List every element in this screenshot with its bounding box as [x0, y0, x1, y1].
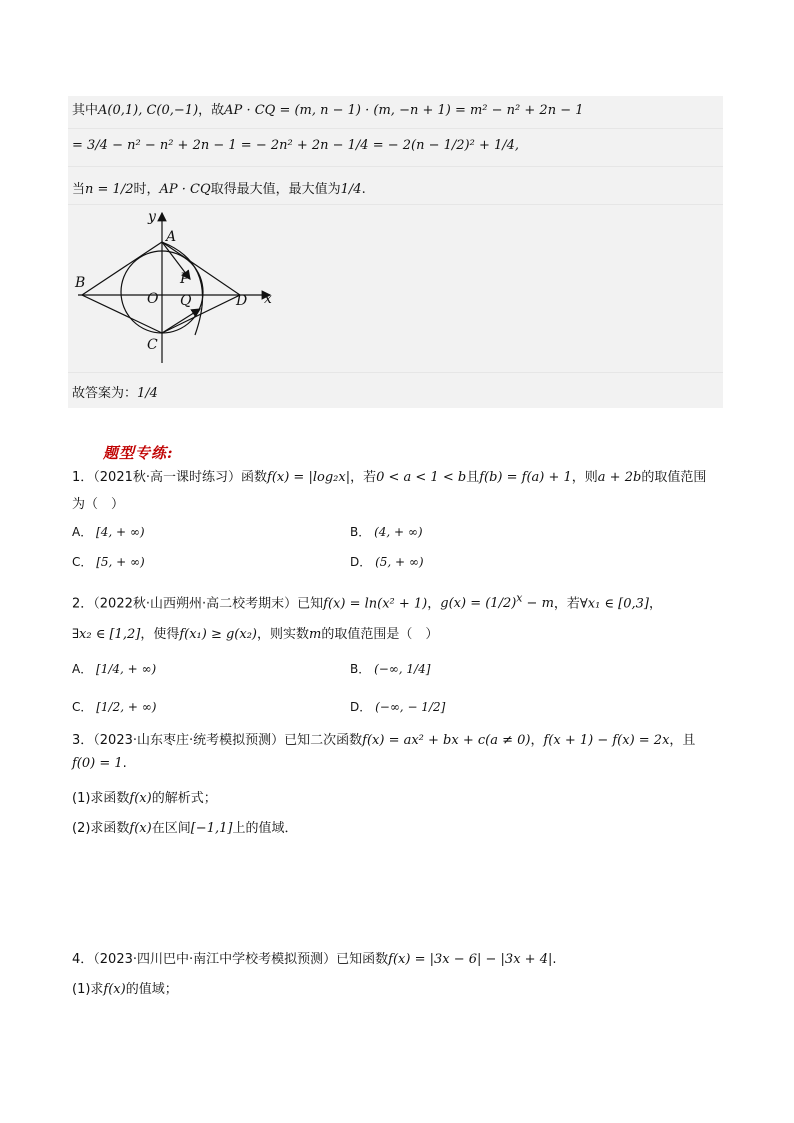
- math-condition: f(0) = 1: [72, 756, 123, 771]
- option-C[interactable]: [72, 553, 145, 570]
- func2-exponent: x: [516, 592, 523, 605]
- option-C[interactable]: [72, 698, 156, 715]
- option-label: C．: [72, 555, 93, 569]
- rhombus: [82, 242, 240, 333]
- text: (2)求函数: [72, 821, 130, 836]
- math-target: a + 2b: [597, 470, 642, 485]
- math-function: [440, 592, 554, 612]
- math-vector-product: AP · CQ: [159, 182, 211, 197]
- option-B[interactable]: [350, 660, 430, 677]
- text: ，使得: [140, 627, 180, 642]
- option-value: (−∞, 1/4]: [374, 662, 431, 676]
- option-label: D．: [350, 700, 372, 714]
- option-D[interactable]: [350, 698, 445, 715]
- text: ，且: [669, 733, 696, 748]
- label-C: C: [147, 337, 158, 353]
- option-value: (−∞, − 1/2]: [375, 700, 446, 714]
- option-value: [4, + ∞): [96, 525, 145, 539]
- label-x: x: [264, 291, 272, 307]
- text: (1)求函数: [72, 791, 130, 806]
- text: ，则: [571, 470, 598, 485]
- text: .: [552, 952, 557, 967]
- divider: [68, 372, 723, 373]
- math-function: f(x) = |log₂x|: [267, 470, 351, 485]
- math-condition: f(b) = f(a) + 1: [479, 470, 572, 485]
- math-condition: f(x + 1) − f(x) = 2x: [543, 733, 670, 748]
- text: 的值域；: [125, 982, 178, 997]
- geometry-figure: [70, 205, 285, 370]
- text: .: [361, 182, 366, 197]
- divider: [68, 128, 723, 129]
- text: .: [122, 756, 127, 771]
- text: ，故: [198, 103, 225, 118]
- math-interval: [−1,1]: [190, 821, 233, 836]
- math-function: f(x) = ln(x² + 1): [323, 596, 428, 612]
- math-expression: = 3/4 − n² − n² + 2n − 1 = − 2n² + 2n − 1/4 = − 2(n − 1/2)² + 1/4,: [72, 138, 520, 153]
- text: 取得最大值，最大值为: [210, 182, 341, 197]
- math-value: 1/4: [340, 182, 362, 197]
- math-variable: m: [309, 627, 322, 642]
- func2-tail: − m: [522, 596, 554, 612]
- question-1-line-2: 为（ ）: [72, 497, 125, 512]
- label-y: y: [148, 209, 156, 225]
- label-A: A: [166, 229, 177, 245]
- question-1-line-1: [72, 466, 706, 485]
- label-B: B: [75, 275, 86, 291]
- text: ，: [530, 733, 544, 748]
- option-label: A．: [72, 525, 93, 539]
- text: (1)求: [72, 982, 104, 997]
- text: 已知二次函数: [284, 733, 363, 748]
- text: 的取值范围是（ ）: [321, 627, 439, 642]
- option-value: (5, + ∞): [375, 555, 424, 569]
- math-function: f(x) = ax² + bx + c(a ≠ 0): [362, 733, 531, 748]
- text: ，若: [350, 470, 377, 485]
- question-2-line-2: [72, 623, 438, 642]
- question-source: （2023·四川巴中·南江中学校考模拟预测）: [93, 952, 337, 967]
- question-4-sub-1: [72, 978, 178, 997]
- text: 的取值范围: [641, 470, 707, 485]
- question-source: （2022秋·山西朔州·高二校考期末）: [93, 596, 298, 612]
- section-title: 题型专练:: [103, 444, 174, 462]
- question-3-line-1: [72, 729, 695, 748]
- question-number: 1．: [72, 470, 94, 485]
- question-source: （2023·山东枣庄·统考模拟预测）: [93, 733, 285, 748]
- option-D[interactable]: [350, 553, 424, 570]
- answer-value: 1/4: [137, 386, 158, 401]
- text: 的解析式；: [151, 791, 217, 806]
- text: ，则实数: [257, 627, 310, 642]
- question-number: 4．: [72, 952, 94, 967]
- math-function: f(x) = |3x − 6| − |3x + 4|: [388, 952, 553, 967]
- text: 时，: [133, 182, 160, 197]
- label-O: O: [147, 291, 159, 307]
- question-3-sub-1: [72, 787, 217, 806]
- text: 已知函数: [336, 952, 389, 967]
- option-label: A．: [72, 662, 93, 676]
- text: 已知: [297, 596, 324, 612]
- solution-line-3: [72, 178, 366, 197]
- question-number: 3．: [72, 733, 94, 748]
- label-Q: Q: [180, 293, 192, 309]
- question-source: （2021秋·高一课时练习）: [93, 470, 241, 485]
- option-label: B．: [350, 525, 371, 539]
- option-value: [1/4, + ∞): [96, 662, 157, 676]
- option-label: C．: [72, 700, 93, 714]
- math-condition: 0 < a < 1 < b: [376, 470, 467, 485]
- label-D: D: [236, 293, 248, 309]
- text: 且: [466, 470, 480, 485]
- func2-base: g(x) = (1/2): [440, 596, 517, 612]
- divider: [68, 166, 723, 167]
- option-A[interactable]: [72, 660, 156, 677]
- text: ，: [427, 596, 441, 612]
- math-condition: ∀x₁ ∈ [0,3]: [579, 596, 650, 612]
- math-condition: f(x₁) ≥ g(x₂): [179, 627, 257, 642]
- option-value: [1/2, + ∞): [96, 700, 157, 714]
- math-dot-product: AP · CQ = (m, n − 1) · (m, −n + 1) = m² − n² + 2n − 1: [224, 103, 584, 118]
- text: 当: [72, 182, 86, 197]
- math-function: f(x): [103, 982, 126, 997]
- text: 在区间: [151, 821, 191, 836]
- answer-line: [72, 382, 158, 401]
- text: ，若: [553, 596, 580, 612]
- solution-line-1: [72, 99, 584, 118]
- solution-line-2: [72, 138, 519, 153]
- question-3-sub-2: [72, 817, 297, 836]
- math-condition: n = 1/2: [85, 182, 134, 197]
- math-function: f(x): [129, 791, 152, 806]
- option-A[interactable]: [72, 523, 145, 540]
- math-condition: ∃x₂ ∈ [1,2]: [72, 627, 141, 642]
- option-label: B．: [350, 662, 371, 676]
- math-points: A(0,1), C(0,−1): [98, 103, 199, 118]
- text: ，: [649, 596, 663, 612]
- label-P: P: [180, 271, 190, 287]
- option-value: (4, + ∞): [374, 525, 423, 539]
- answer-label: 故答案为：: [72, 386, 138, 401]
- math-function: f(x): [129, 821, 152, 836]
- option-label: D．: [350, 555, 372, 569]
- question-2-line-1: [72, 592, 662, 611]
- vector-CQ: [162, 309, 200, 333]
- question-4-line-1: [72, 948, 556, 967]
- text: 其中: [72, 103, 99, 118]
- option-value: [5, + ∞): [96, 555, 145, 569]
- option-B[interactable]: [350, 523, 423, 540]
- text: 函数: [241, 470, 268, 485]
- question-number: 2．: [72, 596, 94, 612]
- question-3-line-2: [72, 756, 127, 771]
- text: 上的值域．: [232, 821, 298, 836]
